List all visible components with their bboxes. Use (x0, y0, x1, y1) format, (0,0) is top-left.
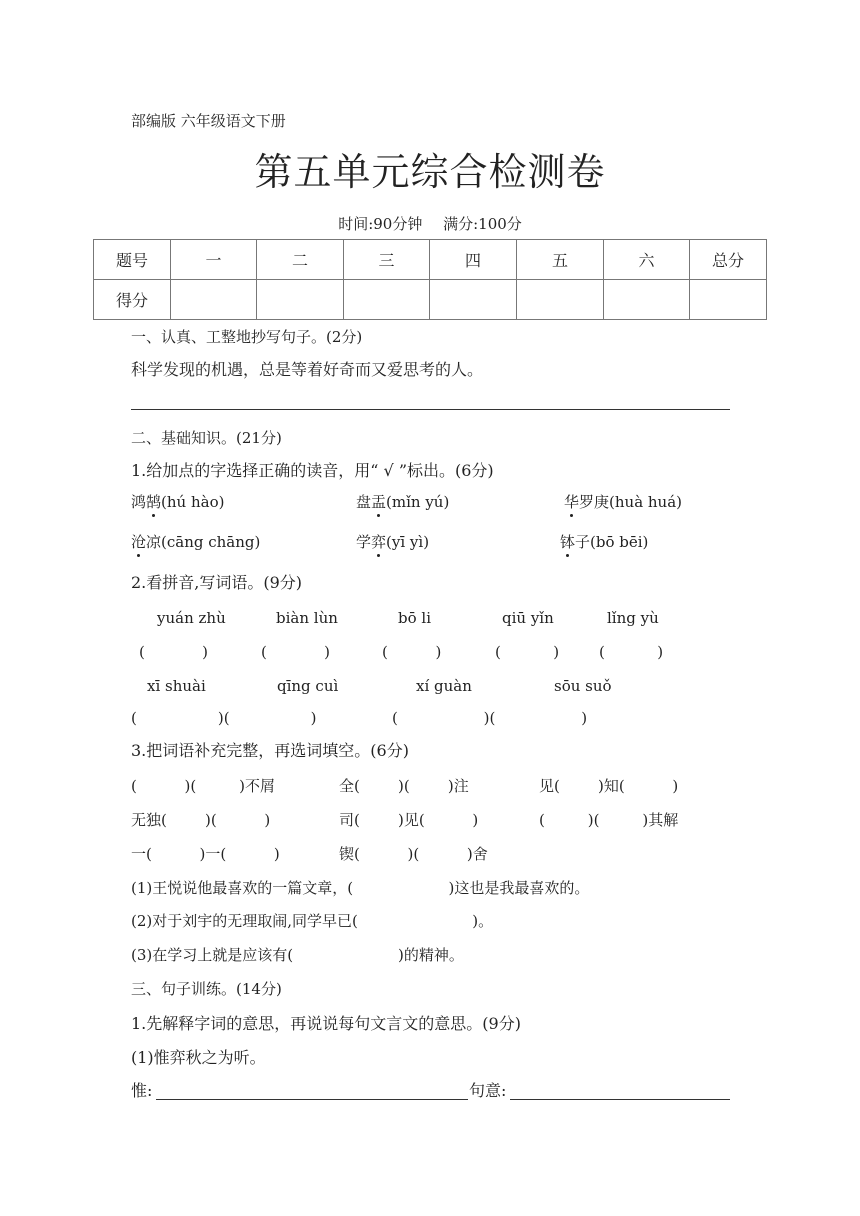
idiom-blank[interactable]: ( )( )其解 (539, 811, 679, 829)
section2-heading: 二、基础知识。(21分) (131, 429, 282, 447)
pinyin: xī shuài (147, 677, 206, 695)
item-text: 鸿 (131, 493, 147, 511)
table-cell: 一 (171, 240, 257, 280)
table-cell: 六 (604, 240, 690, 280)
dotted-char: 钵 (560, 533, 576, 551)
word-label: 惟: (131, 1081, 153, 1100)
page-title: 第五单元综合检测卷 (254, 150, 606, 194)
q1-prompt: 1.给加点的字选择正确的读音，用“ √ ”标出。(6分) (131, 461, 494, 480)
dotted-char: 盂 (371, 493, 387, 511)
copy-answer-line[interactable] (131, 409, 730, 410)
item-text: (hú hào) (161, 493, 225, 511)
dotted-char: 弈 (371, 533, 387, 551)
fill-sentence[interactable]: (1)王悦说他最喜欢的一篇文章，( )这也是我最喜欢的。 (131, 879, 590, 897)
classical-sentence: (1)惟弈秋之为听。 (131, 1048, 266, 1067)
pinyin: bō li (398, 609, 431, 627)
score-input-cell[interactable] (171, 280, 257, 320)
table-cell: 得分 (94, 280, 171, 320)
edition-label: 部编版 六年级语文下册 (131, 112, 286, 130)
section1-heading: 一、认真、工整地抄写句子。(2分) (131, 328, 363, 346)
q2-prompt: 2.看拼音,写词语。(9分) (131, 573, 303, 592)
answer-bracket[interactable]: ( ) (599, 643, 664, 661)
idiom-blank[interactable]: 锲( )( )舍 (339, 845, 488, 863)
word-answer-line[interactable] (156, 1099, 468, 1100)
sentence-answer-line[interactable] (510, 1099, 730, 1100)
item-text: 子(bō bēi) (575, 533, 649, 551)
item-text: 盘 (356, 493, 372, 511)
item-text: 凉(cāng chāng) (146, 533, 261, 551)
answer-bracket[interactable]: ( ) (261, 643, 330, 661)
pinyin: xí guàn (416, 677, 472, 695)
time-limit: 时间:90分钟 (338, 215, 423, 233)
answer-bracket[interactable]: ( ) (382, 643, 442, 661)
answer-bracket[interactable]: ( ) (139, 643, 208, 661)
table-cell: 二 (257, 240, 344, 280)
item-text: 罗庚(huà huá) (579, 493, 683, 511)
exam-info (0, 214, 860, 234)
pinyin: sōu suǒ (554, 677, 612, 695)
pronunciation-item (131, 492, 224, 512)
pronunciation-item (356, 532, 429, 552)
pinyin: yuán zhù (157, 609, 226, 627)
score-input-cell[interactable] (517, 280, 604, 320)
table-cell: 题号 (94, 240, 171, 280)
section1-sentence: 科学发现的机遇，总是等着好奇而又爱思考的人。 (131, 360, 484, 379)
idiom-blank[interactable]: 一( )一( ) (131, 845, 280, 863)
item-text: (mǐn yú) (386, 493, 450, 511)
answer-bracket[interactable]: ( ) (495, 643, 560, 661)
dotted-char: 鹄 (146, 493, 162, 511)
dotted-char: 沧 (131, 533, 147, 551)
score-table (93, 239, 767, 320)
item-text: (yī yì) (386, 533, 430, 551)
sentence-label: 句意: (469, 1081, 507, 1100)
idiom-blank[interactable]: 见( )知( ) (539, 777, 679, 795)
pronunciation-item (564, 492, 682, 512)
q3-prompt: 3.把词语补充完整，再选词填空。(6分) (131, 741, 409, 760)
score-input-cell[interactable] (344, 280, 430, 320)
idiom-blank[interactable]: 全( )( )注 (339, 777, 469, 795)
section3-q1-prompt: 1.先解释字词的意思，再说说每句文言文的意思。(9分) (131, 1014, 521, 1033)
pinyin: biàn lùn (276, 609, 338, 627)
section3-heading: 三、句子训练。(14分) (131, 980, 282, 998)
fill-sentence[interactable]: (3)在学习上就是应该有( )的精神。 (131, 946, 464, 964)
pinyin: qiū yǐn (502, 609, 554, 627)
full-score: 满分:100分 (443, 215, 522, 233)
item-text: 学 (356, 533, 372, 551)
table-cell: 总分 (690, 240, 767, 280)
table-cell: 三 (344, 240, 430, 280)
dotted-char: 华 (564, 493, 580, 511)
pronunciation-item (356, 492, 449, 512)
idiom-blank[interactable]: 无独( )( ) (131, 811, 271, 829)
pronunciation-item (560, 532, 648, 552)
idiom-blank[interactable]: ( )( )不屑 (131, 777, 276, 795)
score-input-cell[interactable] (430, 280, 517, 320)
score-input-cell[interactable] (690, 280, 767, 320)
pronunciation-item (131, 532, 260, 552)
fill-sentence[interactable]: (2)对于刘宇的无理取闹,同学早已( )。 (131, 912, 494, 930)
table-row-header (94, 240, 767, 280)
table-cell: 五 (517, 240, 604, 280)
pinyin: lǐng yù (607, 609, 659, 627)
idiom-blank[interactable]: 司( )见( ) (339, 811, 479, 829)
pinyin: qīng cuì (277, 677, 339, 695)
table-cell: 四 (430, 240, 517, 280)
score-input-cell[interactable] (604, 280, 690, 320)
answer-bracket[interactable]: ( )( ) (131, 709, 317, 727)
score-input-cell[interactable] (257, 280, 344, 320)
answer-bracket[interactable]: ( )( ) (392, 709, 588, 727)
table-row-score (94, 280, 767, 320)
